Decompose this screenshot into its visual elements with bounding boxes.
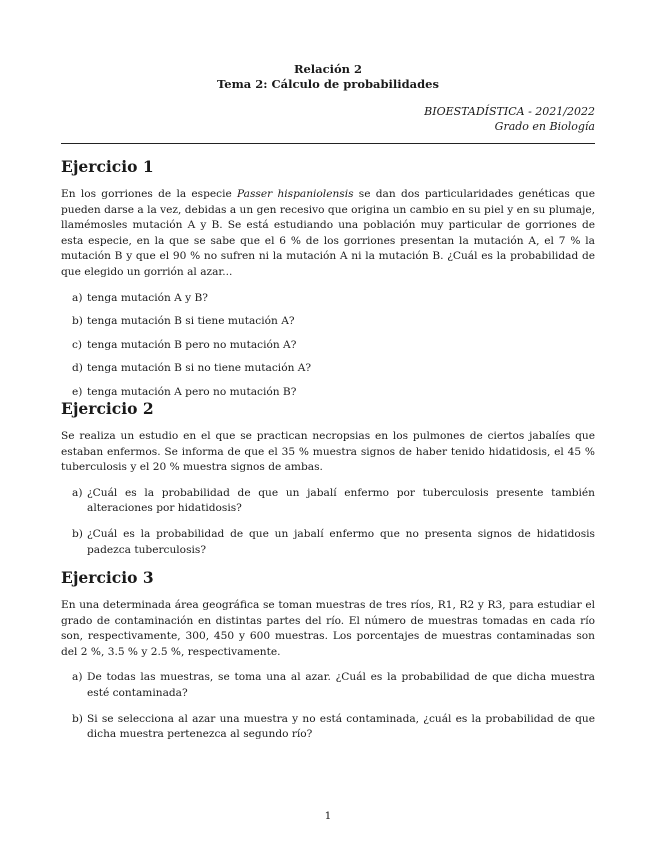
exercise-1-questions xyxy=(61,291,595,401)
exercise-3-statement: En una determinada área geográfica se toman muestras de tres ríos, R1, R2 y R3, para estudiar el grado de contaminación en distintas partes del río. El número de muestras tomadas en cada río son, respectivamente, 300, 450 y 600 muestras. Los porcentajes de muestras contaminadas son del 2 %, 3.5 % y 2.5 %, respectivamente. xyxy=(61,599,595,658)
item-label: e) xyxy=(72,385,83,398)
item-label: a) xyxy=(72,291,83,304)
item-text: tenga mutación B si tiene mutación A? xyxy=(87,315,295,328)
item-label: a) xyxy=(72,671,83,684)
document-title: Relación 2 xyxy=(293,62,363,76)
exercise-1-statement-end: se dan dos particularidades genéticas que pueden darse a la vez, debidas a un gen recesivo que origina un cambio en su piel y en su plumaje, llamémosles mutación A y B. Se está estudiando una población muy particular de gorriones de esta especie, en la que se sabe que el 6 % de los gorriones presentan la mutación A, el 7 % la mutación B y que el 90 % no sufren ni la mutación A ni la mutación B. ¿Cuál es la probabilidad de que elegido un gorrión al azar... xyxy=(61,188,595,278)
item-label: d) xyxy=(72,362,83,375)
exercise-3-questions xyxy=(61,670,595,742)
item-text: Si se selecciona al azar una muestra y no está contaminada, ¿cuál es la probabilidad de que dicha muestra pertenezca al segundo río? xyxy=(87,712,595,741)
exercise-1-title: Ejercicio 1 xyxy=(61,157,154,176)
list-item xyxy=(61,712,595,743)
degree-name: Grado en Biología xyxy=(494,120,595,133)
item-label: b) xyxy=(72,315,83,328)
exercise-2-title: Ejercicio 2 xyxy=(61,399,154,418)
list-item xyxy=(61,361,595,377)
species-name: Passer hispaniolensis xyxy=(237,188,354,200)
exercise-3-title: Ejercicio 3 xyxy=(61,568,154,587)
list-item xyxy=(61,291,595,307)
header-divider xyxy=(61,143,595,144)
list-item xyxy=(61,314,595,330)
item-text: tenga mutación B pero no mutación A? xyxy=(87,338,297,351)
item-text: De todas las muestras, se toma una al azar. ¿Cuál es la probabilidad de que dicha muestra esté contaminada? xyxy=(87,671,595,699)
document-subtitle: Tema 2: Cálculo de probabilidades xyxy=(217,77,439,91)
item-label: b) xyxy=(72,527,83,540)
exercise-1-statement xyxy=(61,187,595,281)
item-label: a) xyxy=(72,486,83,499)
list-item xyxy=(61,486,595,517)
exercise-2-questions xyxy=(61,486,595,558)
item-label: b) xyxy=(72,712,83,725)
item-text: tenga mutación A y B? xyxy=(87,291,208,304)
course-info xyxy=(424,104,595,134)
exercise-2 xyxy=(61,399,595,558)
exercise-1-statement-start: En los gorriones de la especie xyxy=(61,188,238,200)
exercise-3 xyxy=(61,568,595,743)
list-item xyxy=(61,670,595,701)
course-name: BIOESTADÍSTICA - 2021/2022 xyxy=(424,105,595,118)
list-item xyxy=(61,527,595,558)
exercise-2-statement: Se realiza un estudio en el que se practican necropsias en los pulmones de ciertos jabalíes que estaban enfermos. Se informa de que el 35 % muestra signos de haber tenido hidatidosis, el 45 % tuberculosis y el 20 % muestra signos de ambas. xyxy=(61,430,595,474)
item-label: c) xyxy=(72,338,83,351)
exercise-1 xyxy=(61,157,595,401)
document-header xyxy=(61,62,595,92)
page-number: 1 xyxy=(324,810,332,822)
document-page xyxy=(61,0,595,848)
item-text: ¿Cuál es la probabilidad de que un jabalí enfermo que no presenta signos de hidatidosis padezca tuberculosis? xyxy=(87,527,595,556)
item-text: tenga mutación B si no tiene mutación A? xyxy=(87,362,312,375)
list-item xyxy=(61,338,595,354)
item-text: tenga mutación A pero no mutación B? xyxy=(87,385,297,398)
item-text: ¿Cuál es la probabilidad de que un jabalí enfermo por tuberculosis presente también alteraciones por hidatidosis? xyxy=(87,486,595,515)
